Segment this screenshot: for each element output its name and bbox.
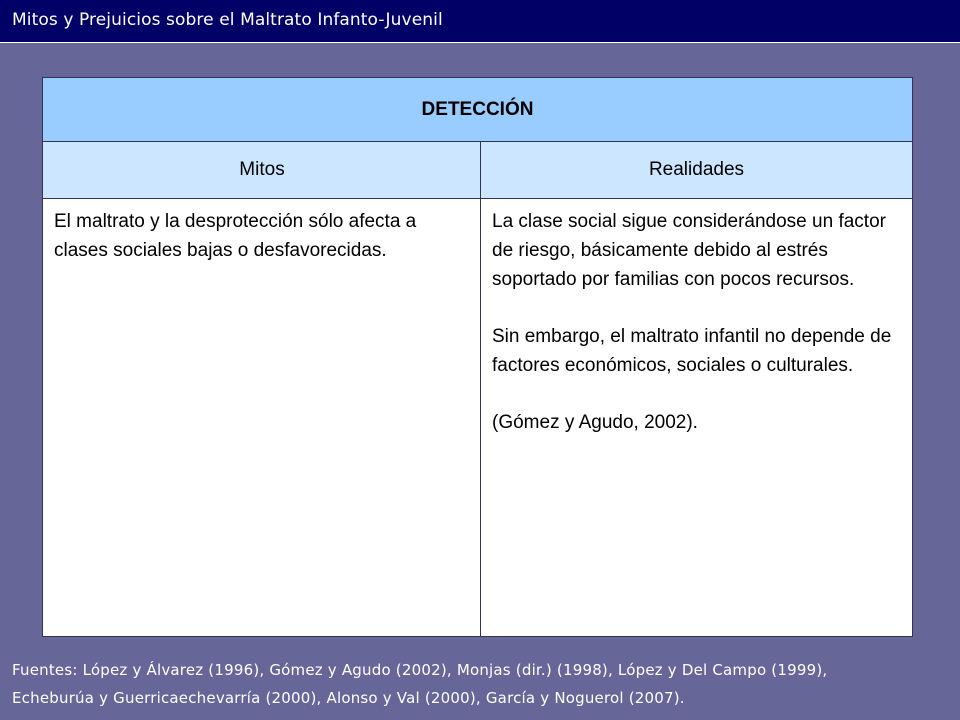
header-bar: [0, 0, 960, 43]
table-title: DETECCIÓN: [421, 98, 534, 120]
sources-line-2: Echeburúa y Guerricaechevarría (2000), Alonso y Val (2000), García y Noguerol (2007).: [12, 689, 685, 707]
mitos-text: El maltrato y la desprotección sólo afecta a clases sociales bajas o desfavorecidas.: [54, 211, 417, 261]
mitos-cell: [54, 207, 464, 265]
realidades-cell: [492, 207, 902, 437]
realidades-paragraph-2: Sin embargo, el maltrato infantil no depende de factores económicos, sociales o culturales.: [492, 326, 892, 376]
column-divider: [480, 142, 481, 636]
column-header-row: [43, 142, 912, 199]
table-title-row: [43, 78, 912, 142]
sources-footer: [12, 656, 957, 712]
realidades-paragraph-1: La clase social sigue considerándose un factor de riesgo, básicamente debido al estrés soportado por familias con pocos recursos.: [492, 211, 886, 290]
detection-table: [42, 77, 913, 637]
column-header-realidades: Realidades: [648, 159, 745, 180]
sources-line-1: Fuentes: López y Álvarez (1996), Gómez y Agudo (2002), Monjas (dir.) (1998), López y Del Campo (1999),: [12, 661, 828, 679]
column-header-mitos: Mitos: [239, 159, 285, 180]
presentation-title: Mitos y Prejuicios sobre el Maltrato Infanto-Juvenil: [12, 10, 443, 30]
realidades-citation: (Gómez y Agudo, 2002).: [492, 412, 698, 433]
